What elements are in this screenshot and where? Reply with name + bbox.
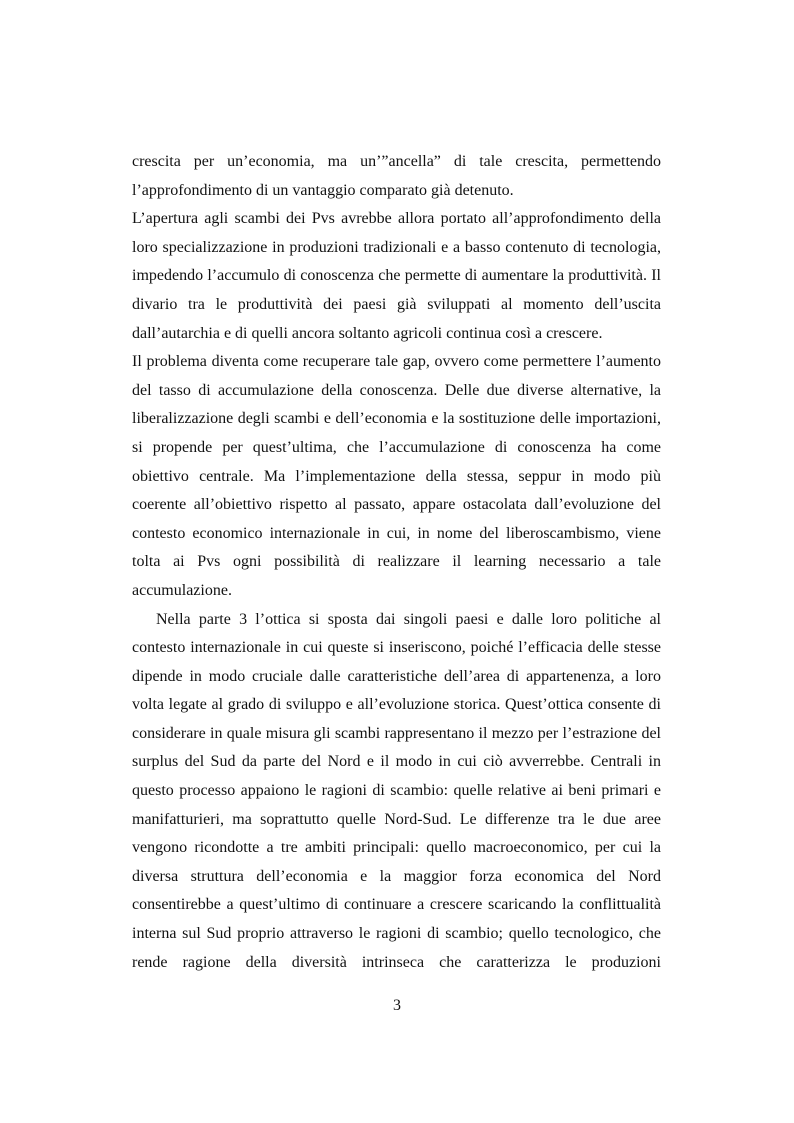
text-line: coerente all’obiettivo rispetto al passato, appare ostacolata dall’evoluzione del [132,496,661,514]
text-line: dall’autarchia e di quelli ancora soltanto agricoli continua così a crescere. [132,324,603,342]
text-line: crescita per un’economia, ma un’”ancella” di tale crescita, permettendo [132,153,661,170]
text-line: rende ragione della diversità intrinseca che caratterizza le produzioni [132,953,661,971]
text-line: considerare in quale misura gli scambi rappresentano il mezzo per l’estrazione del [132,724,661,742]
text-line: si propende per quest’ultima, che l’accumulazione di conoscenza ha come [132,438,661,456]
text-line: vengono ricondotte a tre ambiti principali: quello macroeconomico, per cui la [132,839,661,857]
page-number: 3 [393,997,401,1014]
text-line: interna sul Sud proprio attraverso le ragioni di scambio; quello tecnologico, che [132,925,661,943]
text-line: l’approfondimento di un vantaggio comparato già detenuto. [132,181,514,199]
text-line: manifatturieri, ma soprattutto quelle Nord-Sud. Le differenze tra le due aree [132,810,661,828]
text-line: surplus del Sud da parte del Nord e il modo in cui ciò avverrebbe. Centrali in [132,753,661,771]
text-line: impedendo l’accumulo di conoscenza che permette di aumentare la produttività. Il [132,267,661,285]
text-line: Nella parte 3 l’ottica si sposta dai singoli paesi e dalle loro politiche al [156,610,661,628]
text-line: L’apertura agli scambi dei Pvs avrebbe allora portato all’approfondimento della [132,210,661,228]
text-line: volta legate al grado di sviluppo e all’evoluzione storica. Quest’ottica consente di [132,696,661,714]
text-line: dipende in modo cruciale dalle caratteristiche dell’area di appartenenza, a loro [132,667,661,685]
text-line: loro specializzazione in produzioni tradizionali e a basso contenuto di tecnologia, [132,238,661,256]
text-line: del tasso di accumulazione della conoscenza. Delle due diverse alternative, la [132,381,661,399]
text-line: Il problema diventa come recuperare tale gap, ovvero come permettere l’aumento [132,353,661,371]
text-line: contesto economico internazionale in cui, in nome del liberoscambismo, viene [132,524,661,542]
text-line: questo processo appaiono le ragioni di scambio: quelle relative ai beni primari e [132,782,661,800]
text-line: diversa struttura dell’economia e la maggior forza economica del Nord [132,867,661,885]
text-line: divario tra le produttività dei paesi già sviluppati al momento dell’uscita [132,295,661,313]
text-line: contesto internazionale in cui queste si inseriscono, poiché l’efficacia delle stesse [132,639,661,657]
text-line: liberalizzazione degli scambi e dell’economia e la sostituzione delle importazioni, [132,410,661,428]
text-line: tolta ai Pvs ogni possibilità di realizzare il learning necessario a tale [132,553,661,571]
text-line: obiettivo centrale. Ma l’implementazione della stessa, seppur in modo più [132,467,661,485]
body-text [132,148,661,977]
text-line: accumulazione. [132,581,232,599]
text-line: consentirebbe a quest’ultimo di continuare a crescere scaricando la conflittualità [132,896,661,914]
